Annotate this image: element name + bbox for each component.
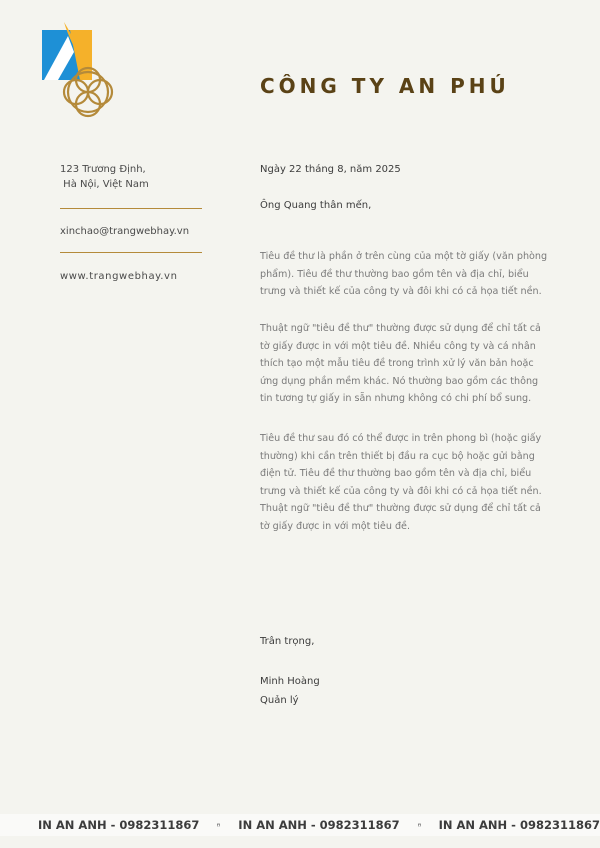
address-line-1: 123 Trương Định, <box>60 164 146 175</box>
divider <box>60 252 202 253</box>
footer-logo-icon <box>418 818 421 832</box>
footer-text: IN AN ANH - 0982311867 <box>238 818 400 832</box>
company-name: CÔNG TY AN PHÚ <box>260 74 510 98</box>
divider <box>60 208 202 209</box>
letter-paragraph: Thuật ngữ "tiêu đề thư" thường được sử dụng để chỉ tất cả tờ giấy được in với một tiêu đề. Nhiều công ty và cá nhân thích tạo một mẫu tiêu đề trong trình xử lý văn bản hoặc ứng dụng phần mềm khác. Nó thường bao gồm các thông tin tương tự giấy in sẵn nhưng không có chi phí bổ sung. <box>260 323 541 405</box>
company-address <box>60 162 210 192</box>
company-logo <box>40 22 118 118</box>
letter-date: Ngày 22 tháng 8, năm 2025 <box>260 164 401 175</box>
letter-signature <box>260 672 550 710</box>
letter-greeting: Ông Quang thân mến, <box>260 200 372 211</box>
footer-watermark-strip <box>0 814 600 836</box>
footer-logo-icon <box>217 818 220 832</box>
signer-title: Quản lý <box>260 695 299 706</box>
signer-name: Minh Hoàng <box>260 676 320 687</box>
letter-paragraph: Tiêu đề thư sau đó có thể được in trên phong bì (hoặc giấy thường) khi cần trên thiết bị đầu ra cục bộ hoặc gửi bằng điện tử. Tiêu đề thư thường bao gồm tên và địa chỉ, biểu trưng và thiết kế của công ty và đôi khi có cả họa tiết nền. Thuật ngữ "tiêu đề thư" thường được sử dụng để chỉ tất cả tờ giấy được in với một tiêu đề. <box>260 433 542 532</box>
address-line-2: Hà Nội, Việt Nam <box>60 179 149 190</box>
letter-closing: Trân trọng, <box>260 636 315 647</box>
footer-text: IN AN ANH - 0982311867 <box>438 818 600 832</box>
company-website[interactable]: www.trangwebhay.vn <box>60 271 178 282</box>
footer-text: IN AN ANH - 0982311867 <box>38 818 200 832</box>
company-email[interactable]: xinchao@trangwebhay.vn <box>60 226 190 237</box>
letter-paragraph: Tiêu đề thư là phần ở trên cùng của một tờ giấy (văn phòng phẩm). Tiêu đề thư thường bao gồm tên và địa chỉ, biểu trưng và thiết kế của công ty và đôi khi có cả họa tiết nền. <box>260 251 548 298</box>
